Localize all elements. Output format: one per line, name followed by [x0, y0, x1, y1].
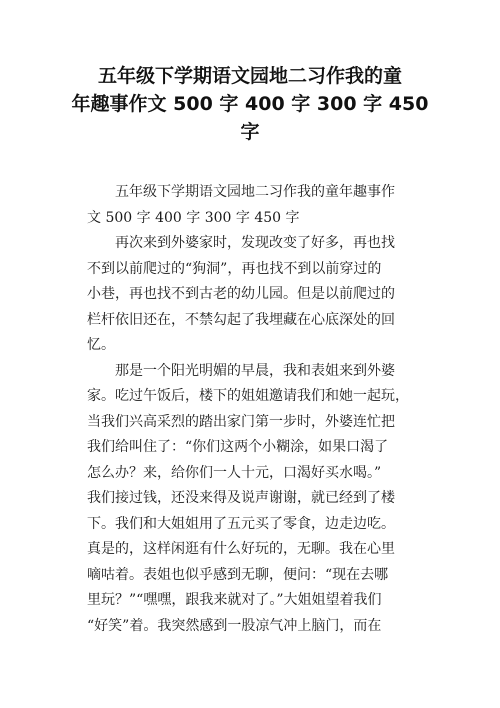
body-line: 五年级下学期语文园地二习作我的童年趣事作: [115, 184, 395, 200]
body-line: 文 500 字 400 字 300 字 450 字: [87, 209, 300, 226]
body-line: 小巷，再也找不到古老的幼儿园。但是以前爬过的: [87, 286, 395, 302]
title-line: 年趣事作文 500 字 400 字 300 字 450: [71, 93, 429, 115]
body-line: 真是的，这样闲逛有什么好玩的，无聊。我在心里: [87, 541, 395, 557]
body-line: 我们接过钱，还没来得及说声谢谢，就已经到了楼: [87, 490, 395, 506]
title-line: 五年级下学期语文园地二习作我的童: [97, 65, 402, 87]
body-line: 栏杆依旧还在，不禁勾起了我埋藏在心底深处的回: [87, 311, 395, 328]
title-line: 字: [240, 121, 260, 143]
body-line: 那是一个阳光明媚的早晨，我和表姐来到外婆: [115, 362, 395, 379]
body-line: “好笑”着。我突然感到一股凉气冲上脑门，而在: [87, 617, 382, 634]
body-line: 不到以前爬过的“狗洞”，再也找不到以前穿过的: [87, 260, 382, 277]
body-line: 再次来到外婆家时，发现改变了好多，再也找: [115, 235, 395, 251]
body-line: 里玩？”“嘿嘿，跟我来就对了。”大姐姐望着我们: [87, 592, 382, 608]
body-line: 忆。: [87, 337, 115, 353]
body-line: 当我们兴高采烈的踏出家门第一步时，外婆连忙把: [87, 413, 395, 430]
document-title: [60, 62, 440, 146]
body-line: 怎么办？来，给你们一人十元，口渴好买水喝。”: [87, 464, 382, 481]
body-line: 嘀咕着。表姐也似乎感到无聊，便问：“现在去哪: [87, 566, 389, 583]
document-body: [87, 180, 437, 639]
body-line: 下。我们和大姐姐用了五元买了零食，边走边吃。: [87, 515, 395, 532]
body-line: 我们给叫住了：“你们这两个小糊涂，如果口渴了: [87, 439, 389, 455]
body-line: 家。吃过午饭后，楼下的姐姐邀请我们和她一起玩，: [87, 388, 409, 404]
